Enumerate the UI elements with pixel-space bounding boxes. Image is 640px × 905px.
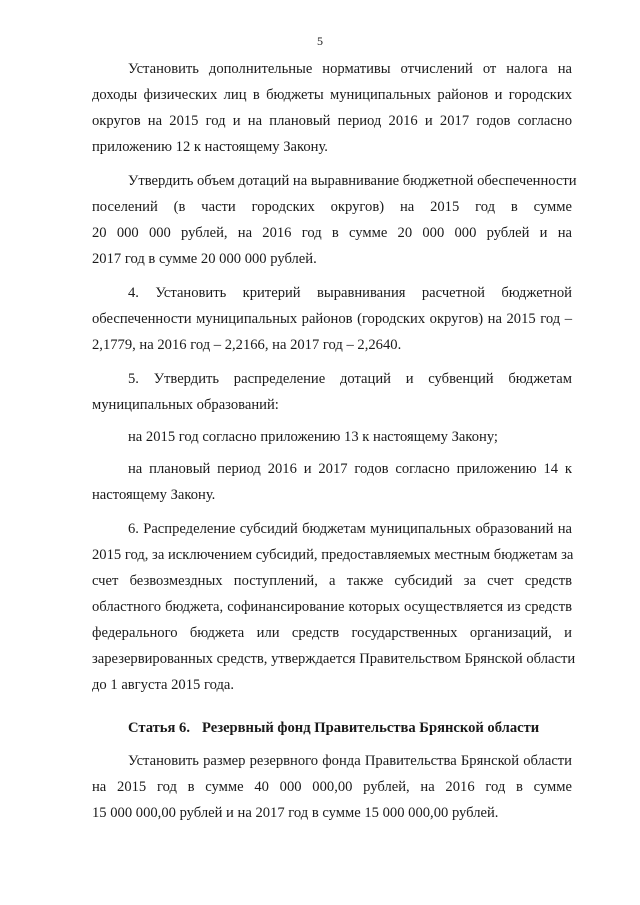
text-line: муниципальных образований: (92, 397, 279, 413)
text-line: 4. Установить критерий выравнивания расчетной бюджетной (128, 285, 572, 301)
text-line: областного бюджета, софинансирование которых осуществляется из средств (92, 599, 572, 615)
text-line: на 2015 год в сумме 40 000 000,00 рублей, на 2016 год в сумме (92, 779, 572, 795)
text-line: поселений (в части городских округов) на 2015 год в сумме (92, 199, 572, 215)
paragraph-additional-standards (92, 56, 572, 160)
text-line: счет безвозмездных поступлений, а также субсидий за счет средств (92, 573, 572, 589)
text-line: 2015 год, за исключением субсидий, предоставляемых местным бюджетам за (92, 547, 574, 563)
text-line: 20 000 000 рублей, на 2016 год в сумме 20 000 000 рублей и на (92, 225, 572, 241)
text-line: зарезервированных средств, утверждается Правительством Брянской области (92, 651, 576, 667)
article-number: Статья 6. (128, 720, 190, 736)
text-line: до 1 августа 2015 года. (92, 677, 235, 693)
text-line: 2017 год в сумме 20 000 000 рублей. (92, 251, 317, 267)
paragraph-equalization-subsidies (92, 168, 577, 272)
document-body (92, 56, 577, 827)
paragraph-item-6-subsidies (92, 516, 576, 698)
text-line: 6. Распределение субсидий бюджетам муниципальных образований на (128, 521, 572, 537)
paragraph-appendix-13 (92, 424, 572, 450)
paragraph-reserve-fund (92, 748, 572, 826)
article-heading (92, 715, 572, 741)
text-line: 5. Утвердить распределение дотаций и субвенций бюджетам (128, 371, 572, 387)
text-line: округов на 2015 год и на плановый период 2016 и 2017 годов согласно (92, 113, 572, 129)
text-line: Установить дополнительные нормативы отчислений от налога на (128, 61, 572, 77)
text-line: обеспеченности муниципальных районов (городских округов) на 2015 год – (92, 311, 572, 327)
text-line: 15 000 000,00 рублей и на 2017 год в сумме 15 000 000,00 рублей. (92, 805, 499, 821)
text-line: 2,1779, на 2016 год – 2,2166, на 2017 год – 2,2640. (92, 337, 402, 353)
text-line: доходы физических лиц в бюджеты муниципальных районов и городских (92, 87, 572, 103)
text-line: Установить размер резервного фонда Правительства Брянской области (128, 753, 572, 769)
text-line: федерального бюджета или средств государственных организаций, и (92, 625, 572, 641)
text-line: настоящему Закону. (92, 487, 216, 503)
text-line: на плановый период 2016 и 2017 годов согласно приложению 14 к (128, 461, 572, 477)
text-line: на 2015 год согласно приложению 13 к настоящему Закону; (128, 429, 498, 445)
text-line: Утвердить объем дотаций на выравнивание бюджетной обеспеченности (128, 173, 577, 189)
paragraph-item-5-distribution (92, 366, 572, 418)
paragraph-item-4-criterion (92, 280, 572, 358)
page-number: 5 (317, 34, 323, 48)
article-title: Резервный фонд Правительства Брянской области (202, 720, 540, 736)
paragraph-appendix-14 (92, 456, 572, 508)
text-line: приложению 12 к настоящему Закону. (92, 139, 328, 155)
